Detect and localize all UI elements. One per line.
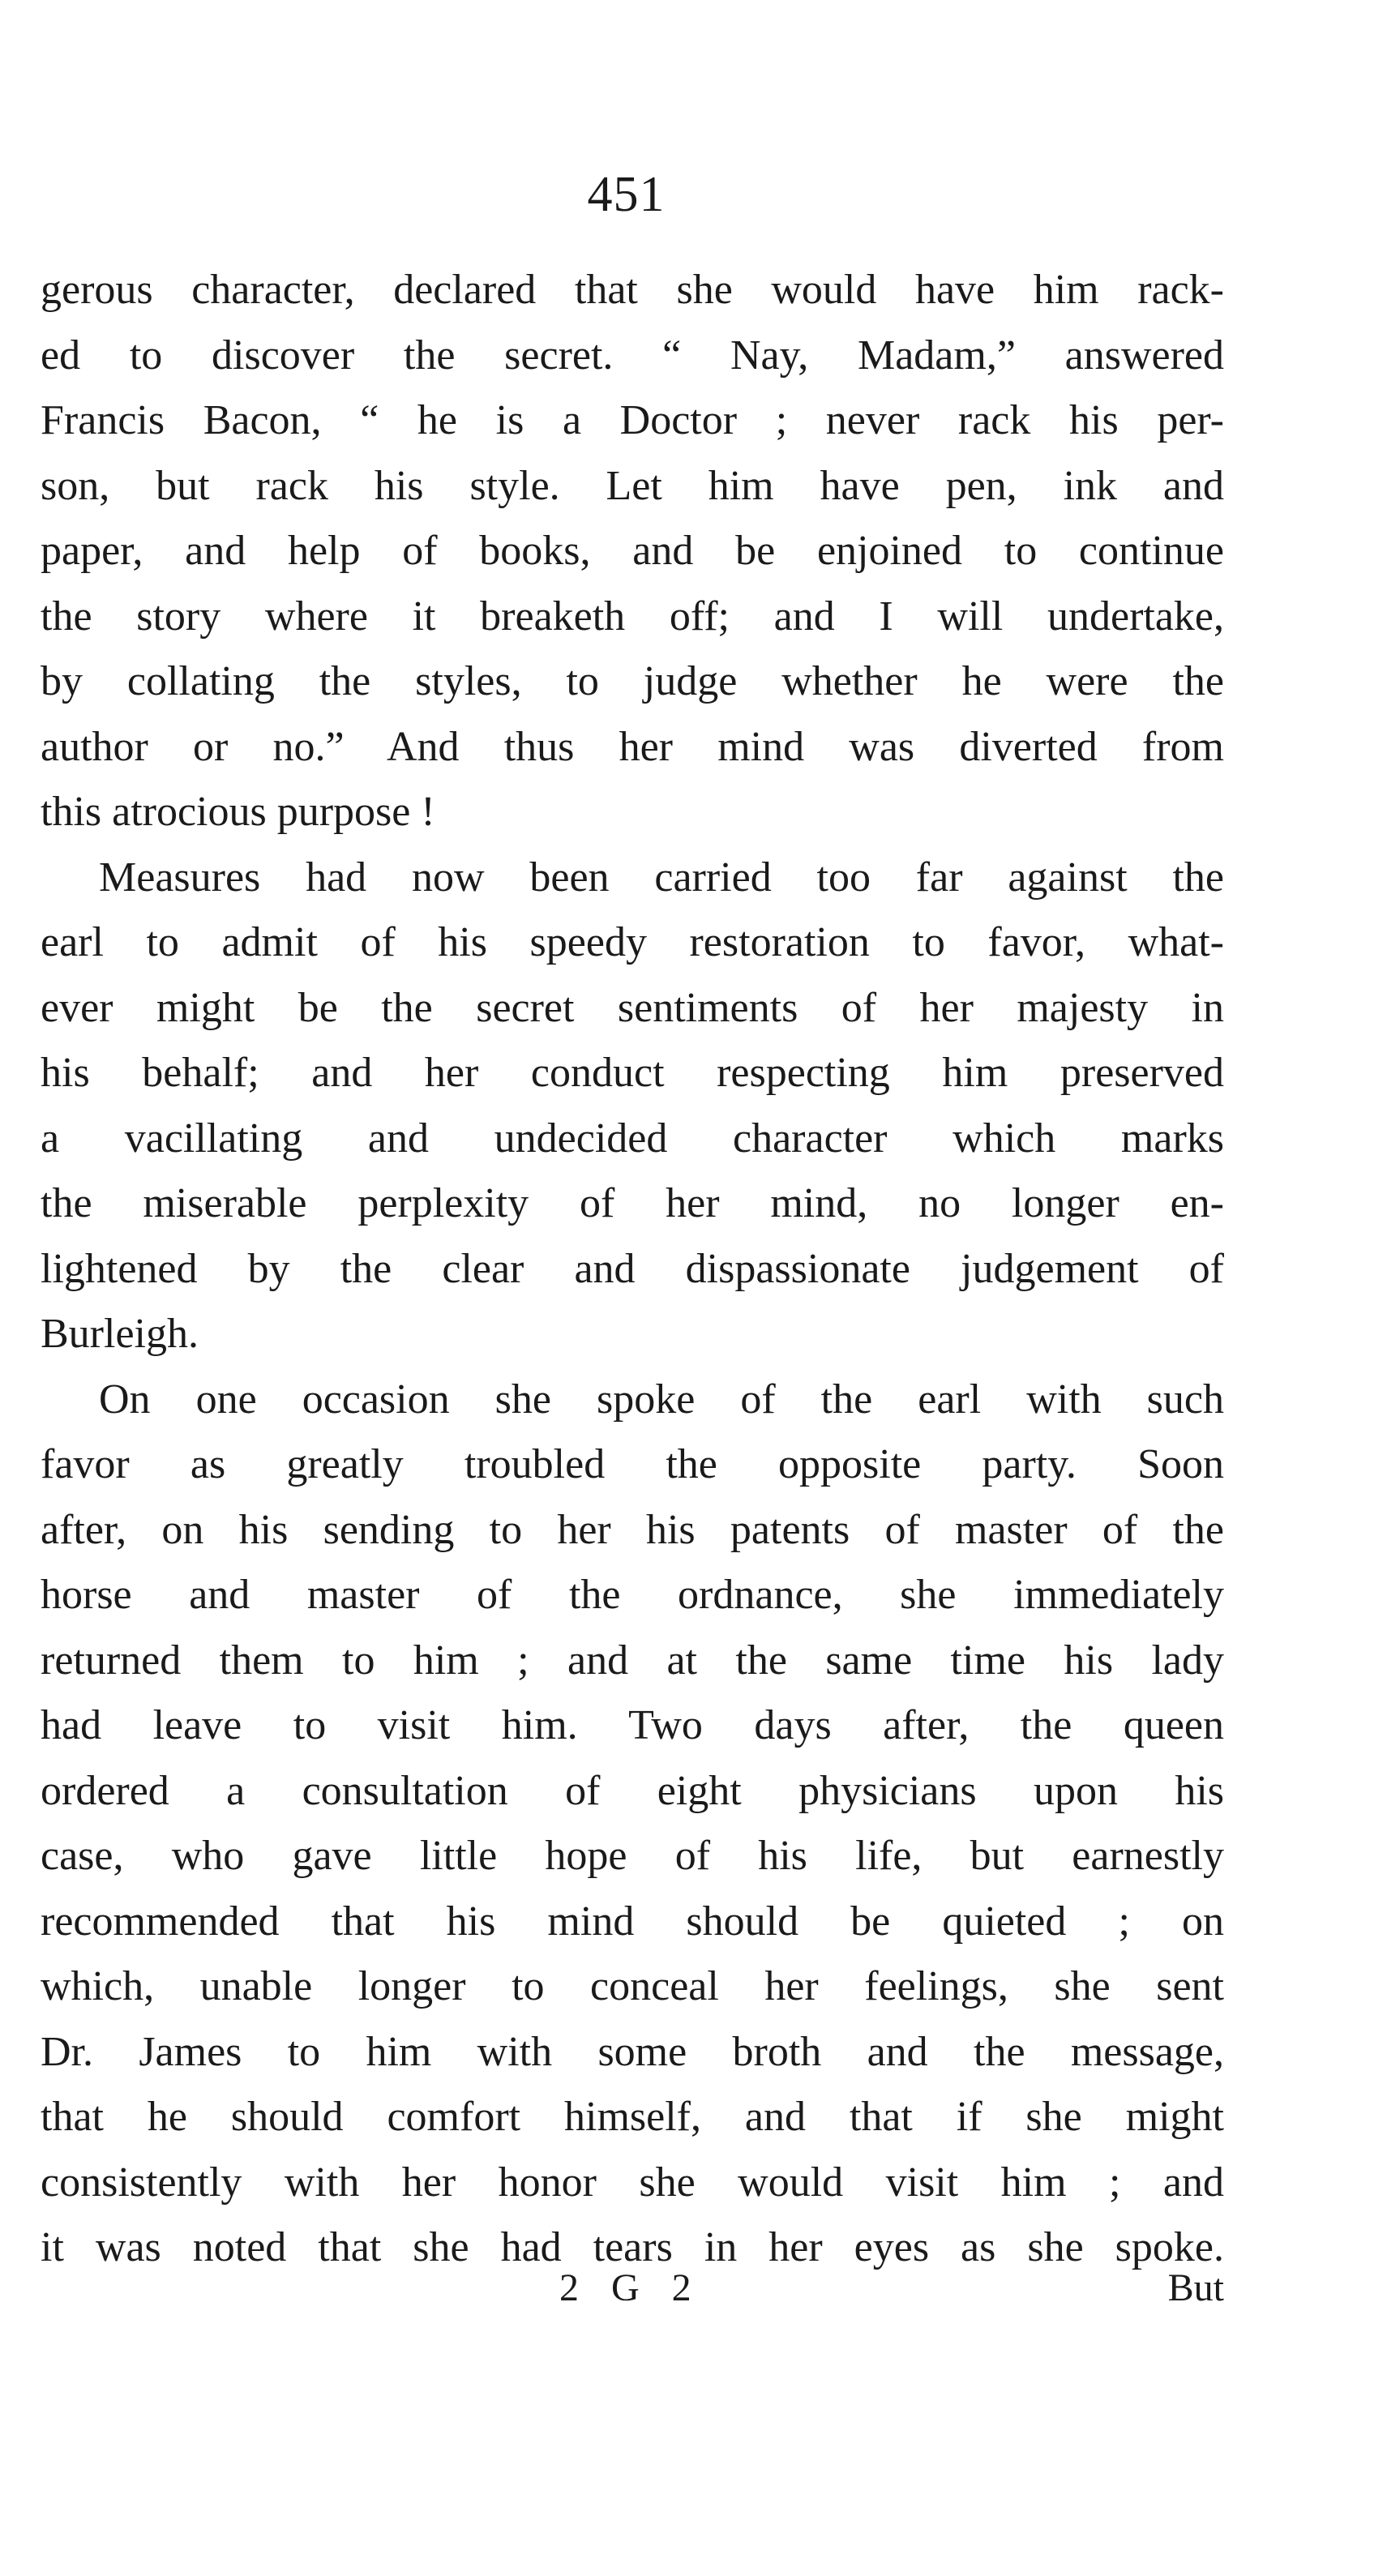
catchword: But xyxy=(1167,2266,1224,2309)
body-text xyxy=(41,258,1224,2281)
text-line: paper, and help of books, and be enjoined to continue xyxy=(41,528,1224,574)
text-line: it was noted that she had tears in her eyes as she spoke. xyxy=(41,2224,1224,2270)
page-footer xyxy=(41,2260,1224,2317)
text-line: favor as greatly troubled the opposite party. Soon xyxy=(41,1441,1224,1487)
text-line: horse and master of the ordnance, she immediately xyxy=(41,1572,1224,1618)
text-line: ed to discover the secret. “ Nay, Madam,” answered xyxy=(41,332,1224,379)
text-line: lightened by the clear and dispassionate judgement of xyxy=(41,1245,1224,1292)
text-line: had leave to visit him. Two days after, the queen xyxy=(41,1702,1224,1748)
text-line: author or no.” And thus her mind was diverted from xyxy=(41,723,1224,770)
text-line: gerous character, declared that she would have him rack- xyxy=(41,267,1224,313)
text-line: returned them to him ; and at the same time his lady xyxy=(41,1637,1224,1684)
text-line: ordered a consultation of eight physicians upon his xyxy=(41,1767,1224,1814)
text-line: Burleigh. xyxy=(41,1311,199,1357)
text-line: Dr. James to him with some broth and the message, xyxy=(41,2028,1224,2075)
text-line: after, on his sending to her his patents of master of the xyxy=(41,1506,1224,1553)
page-number: 451 xyxy=(587,167,666,222)
text-line: Francis Bacon, “ he is a Doctor ; never rack his per- xyxy=(41,397,1224,443)
text-line: which, unable longer to conceal her feelings, she sent xyxy=(41,1963,1224,2009)
text-line: a vacillating and undecided character which marks xyxy=(41,1115,1224,1162)
text-line: earl to admit of his speedy restoration to favor, what- xyxy=(41,919,1224,965)
text-line: Measures had now been carried too far against the xyxy=(99,854,1224,901)
text-line: consistently with her honor she would visit him ; and xyxy=(41,2159,1224,2206)
text-line: son, but rack his style. Let him have pen, ink and xyxy=(41,462,1224,509)
text-line: ever might be the secret sentiments of her majesty in xyxy=(41,984,1224,1031)
text-line: that he should comfort himself, and that if she might xyxy=(41,2094,1224,2140)
text-line: the story where it breaketh off; and I will undertake, xyxy=(41,593,1224,640)
text-line: this atrocious purpose ! xyxy=(41,789,435,835)
text-line: the miserable perplexity of her mind, no longer en- xyxy=(41,1180,1224,1226)
text-line: recommended that his mind should be quieted ; on xyxy=(41,1898,1224,1945)
text-line: case, who gave little hope of his life, but earnestly xyxy=(41,1833,1224,1879)
text-line: his behalf; and her conduct respecting him preserved xyxy=(41,1050,1224,1096)
signature-mark: 2 G 2 xyxy=(559,2266,703,2309)
text-line: by collating the styles, to judge whether he were the xyxy=(41,658,1224,704)
text-line: On one occasion she spoke of the earl with such xyxy=(99,1376,1224,1423)
